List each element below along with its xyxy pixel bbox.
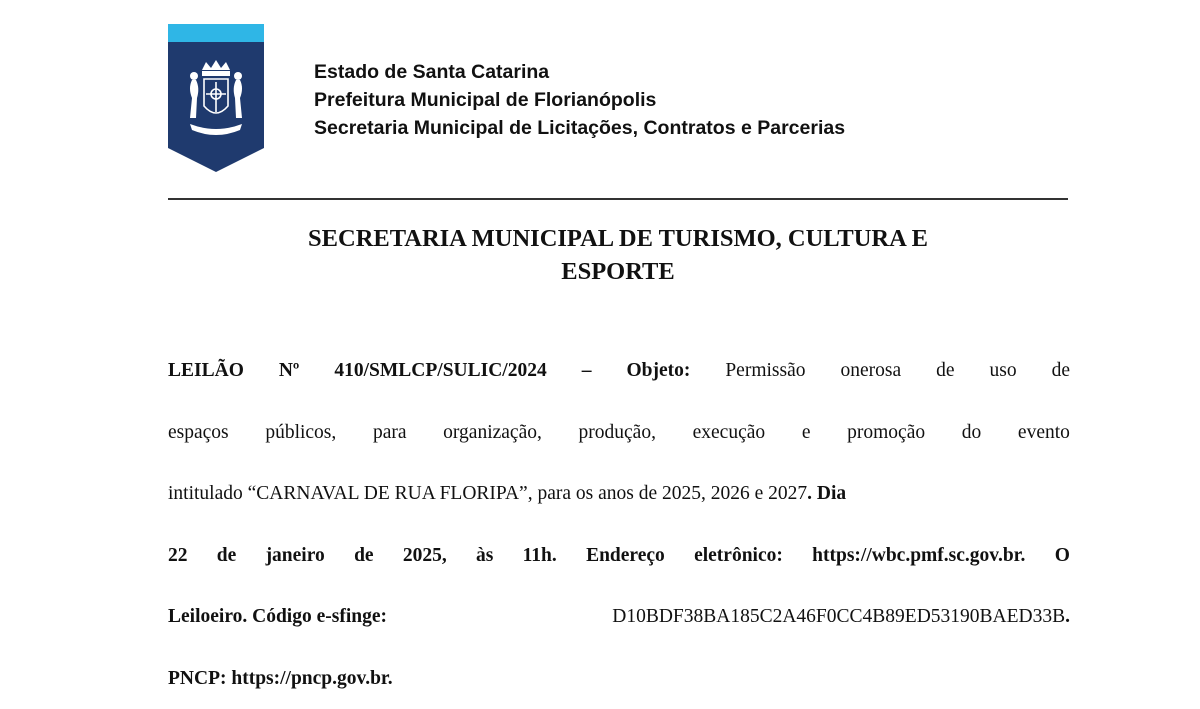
word: Nº [279,340,300,402]
notice-line-4 [168,525,1070,587]
word: onerosa [840,340,901,402]
word: espaços [168,402,229,464]
word: promoção [847,402,925,464]
pncp-reference: PNCP: https://pncp.gov.br. [168,668,393,689]
word: O [1055,525,1070,587]
auction-time: 11h. [523,525,557,587]
notice-line-2 [168,402,1070,464]
notice-line-5 [168,586,1070,648]
object-label: Objeto: [626,340,690,402]
word: 22 [168,525,188,587]
word: 2025, [403,525,447,587]
notice-line-1 [168,340,1070,402]
city-hall-name: Prefeitura Municipal de Florianópolis [314,86,845,114]
word: produção, [579,402,656,464]
state-name: Estado de Santa Catarina [314,58,845,86]
word: uso [990,340,1017,402]
notice-line-3 [168,463,1070,525]
word: execução [693,402,766,464]
event-description: intitulado “CARNAVAL DE RUA FLORIPA”, para os anos de 2025, 2026 e 2027 [168,483,807,504]
word: às [476,525,493,587]
word: do [962,402,982,464]
date-intro: . Dia [807,483,846,504]
word: evento [1018,402,1070,464]
section-title [168,222,1068,288]
department-name: Secretaria Municipal de Licitações, Contratos e Parcerias [314,114,845,142]
esfinge-code-label: Leiloeiro. Código e-sfinge: [168,586,387,648]
esfinge-code: D10BDF38BA185C2A46F0CC4B89ED53190BAED33B [612,606,1065,627]
word: de [936,340,954,402]
period: . [1065,606,1070,627]
header-divider [168,198,1068,200]
auction-site-url: https://wbc.pmf.sc.gov.br. [812,525,1025,587]
word: organização, [443,402,542,464]
word: eletrônico: [694,525,783,587]
word: de [1052,340,1070,402]
word: LEILÃO [168,340,244,402]
word: Endereço [586,525,665,587]
esfinge-code-value [612,586,1070,648]
document-header [168,24,1068,174]
word: de [354,525,374,587]
issuing-organization [314,58,845,142]
word: janeiro [266,525,325,587]
section-title-line-2: ESPORTE [168,255,1068,288]
word: para [373,402,407,464]
word: – [582,340,592,402]
word: públicos, [265,402,336,464]
word: Permissão [725,340,805,402]
word: e [802,402,811,464]
auction-notice [168,340,1070,709]
section-title-line-1: SECRETARIA MUNICIPAL DE TURISMO, CULTURA E [168,222,1068,255]
florianopolis-coat-of-arms-icon [168,24,264,172]
word: de [217,525,237,587]
auction-number: 410/SMLCP/SULIC/2024 [334,340,546,402]
